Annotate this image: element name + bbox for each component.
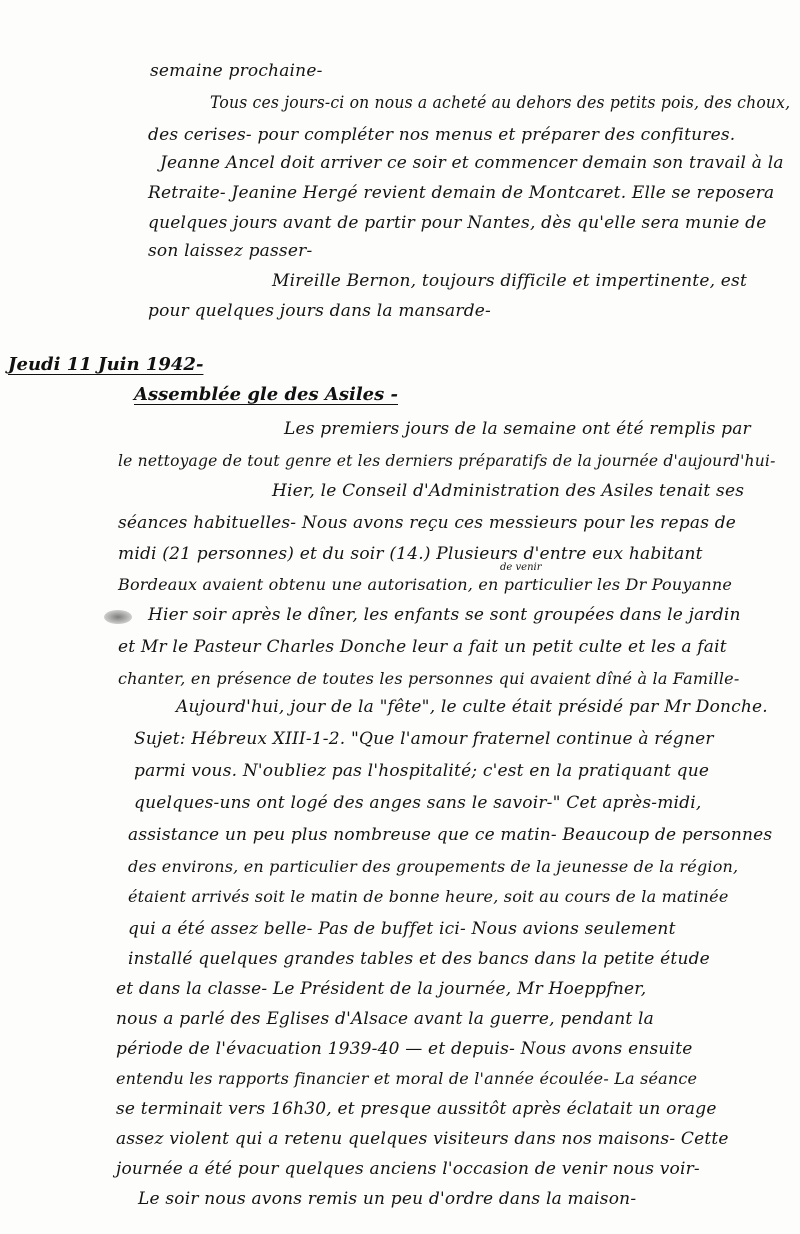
text-line: des environs, en particulier des groupements de la jeunesse de la région, — [128, 857, 739, 876]
text-line: Jeanne Ancel doit arriver ce soir et commencer demain son travail à la — [160, 153, 784, 173]
text-line: Retraite- Jeanine Hergé revient demain de Montcaret. Elle se reposera — [148, 183, 775, 203]
text-line: midi (21 personnes) et du soir (14.) Plusieurs d'entre eux habitant — [118, 544, 703, 564]
text-line: se terminait vers 16h30, et presque aussitôt après éclatait un orage — [116, 1099, 717, 1119]
ink-blot — [104, 610, 132, 624]
text-line: quelques-uns ont logé des anges sans le savoir-" Cet après-midi, — [134, 793, 702, 813]
text-line: et Mr le Pasteur Charles Donche leur a fait un petit culte et les a fait — [118, 637, 727, 657]
text-line: installé quelques grandes tables et des bancs dans la petite étude — [128, 949, 710, 969]
text-line: Hier, le Conseil d'Administration des Asiles tenait ses — [272, 481, 745, 501]
text-line: Tous ces jours-ci on nous a acheté au dehors des petits pois, des choux, — [210, 93, 791, 113]
text-line: nous a parlé des Eglises d'Alsace avant la guerre, pendant la — [116, 1009, 655, 1029]
text-line: semaine prochaine- — [150, 61, 323, 81]
text-line: assistance un peu plus nombreuse que ce matin- Beaucoup de personnes — [128, 825, 773, 845]
text-line: Aujourd'hui, jour de la "fête", le culte était présidé par Mr Donche. — [176, 697, 768, 717]
text-line: étaient arrivés soit le matin de bonne heure, soit au cours de la matinée — [128, 887, 729, 906]
text-line: assez violent qui a retenu quelques visiteurs dans nos maisons- Cette — [116, 1129, 729, 1149]
text-line: parmi vous. N'oubliez pas l'hospitalité; c'est en la pratiquant que — [134, 761, 710, 781]
text-line: journée a été pour quelques anciens l'occasion de venir nous voir- — [116, 1159, 700, 1179]
text-line: Hier soir après le dîner, les enfants se sont groupées dans le jardin — [148, 605, 741, 625]
text-line: quelques jours avant de partir pour Nantes, dès qu'elle sera munie de — [148, 213, 767, 233]
text-line: séances habituelles- Nous avons reçu ces messieurs pour les repas de — [118, 513, 737, 533]
text-line: le nettoyage de tout genre et les derniers préparatifs de la journée d'aujourd'hui- — [118, 452, 776, 470]
text-line: Bordeaux avaient obtenu une autorisation, en particulier les Dr Pouyanne — [118, 575, 733, 594]
text-line: Les premiers jours de la semaine ont été remplis par — [284, 419, 751, 439]
text-line: pour quelques jours dans la mansarde- — [148, 301, 492, 321]
text-line: entendu les rapports financier et moral de l'année écoulée- La séance — [116, 1069, 698, 1088]
entry-title: Assemblée gle des Asiles - — [134, 384, 399, 405]
text-line: chanter, en présence de toutes les personnes qui avaient dîné à la Famille- — [118, 669, 740, 688]
text-line: période de l'évacuation 1939-40 — et depuis- Nous avons ensuite — [116, 1039, 693, 1059]
text-line: Le soir nous avons remis un peu d'ordre dans la maison- — [138, 1189, 637, 1209]
text-line: qui a été assez belle- Pas de buffet ici- Nous avions seulement — [128, 919, 676, 939]
text-line: Mireille Bernon, toujours difficile et impertinente, est — [272, 271, 748, 291]
entry-date: Jeudi 11 Juin 1942- — [8, 354, 204, 375]
text-line: et dans la classe- Le Président de la journée, Mr Hoeppfner, — [116, 979, 647, 999]
interlinear-insert: de venir — [500, 562, 542, 573]
text-line: son laissez passer- — [148, 241, 313, 261]
text-line: des cerises- pour compléter nos menus et préparer des confitures. — [148, 125, 736, 145]
text-line: Sujet: Hébreux XIII-1-2. "Que l'amour fraternel continue à régner — [134, 729, 714, 749]
